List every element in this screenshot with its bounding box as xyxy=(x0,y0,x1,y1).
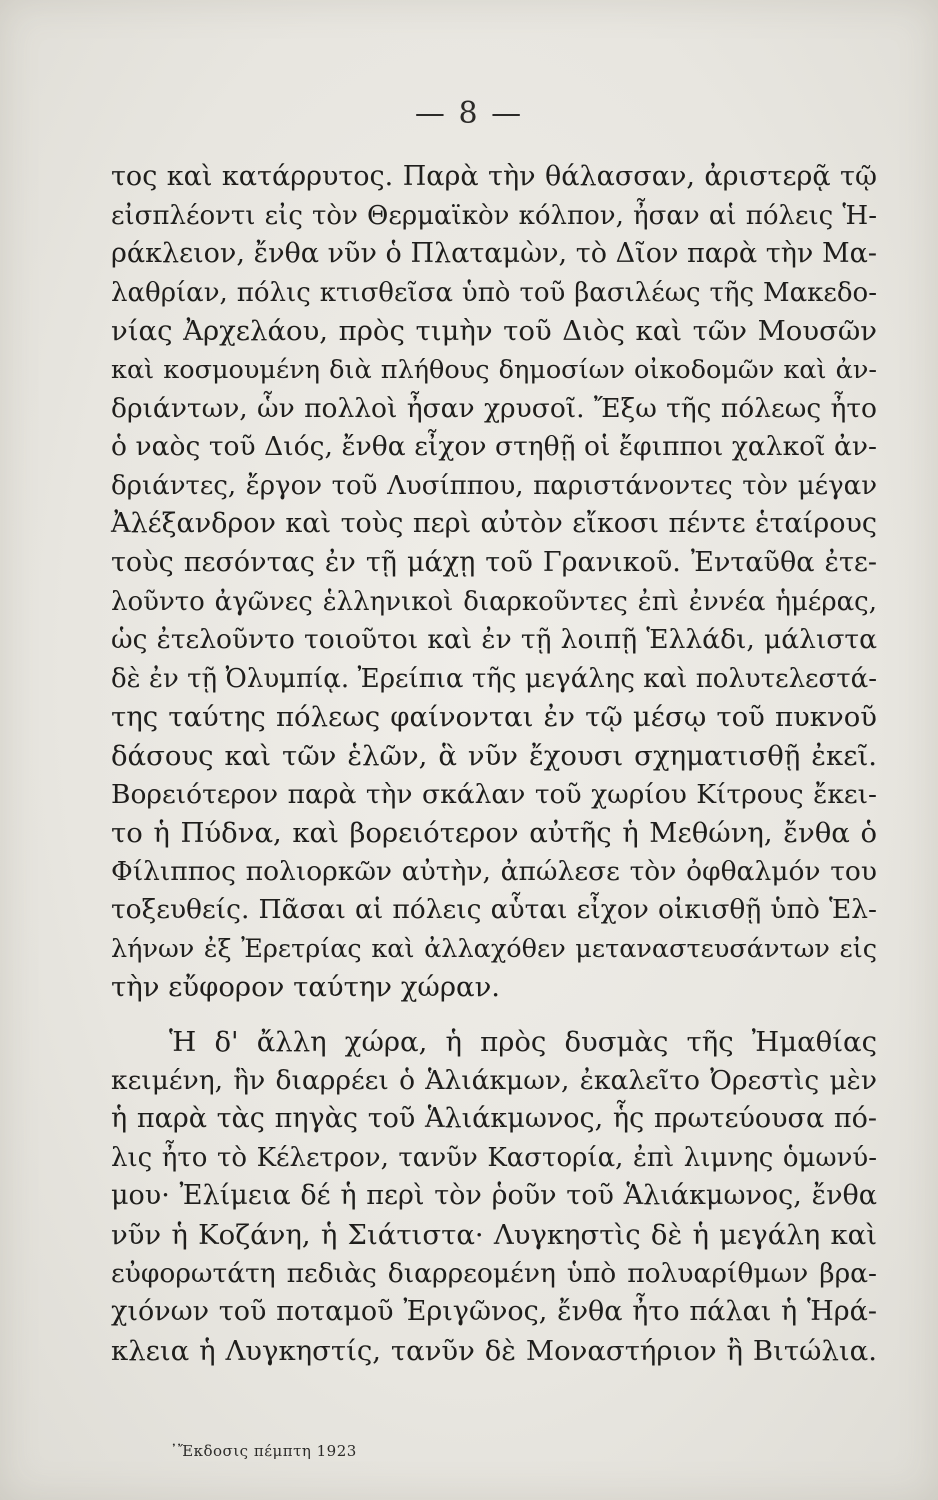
text-line: λαθρίαν, πόλις κτισθεῖσα ὑπὸ τοῦ βασιλέως τῆς Μακεδο- xyxy=(111,277,877,308)
text-line: τὴν εὔφορον ταύτην χώραν. xyxy=(111,971,501,1004)
text-line: ἡ παρὰ τὰς πηγὰς τοῦ Ἁλιάκμωνος, ἧς πρωτεύουσα πό- xyxy=(111,1103,877,1135)
edition-footnote: ᾿Ἔκδοσις πέμπτη 1923 xyxy=(170,1442,357,1460)
text-line: λοῦντο ἀγῶνες ἑλληνικοὶ διαρκοῦντες ἐπὶ ἐννέα ἡμέρας, xyxy=(111,586,877,617)
text-line: της ταύτης πόλεως φαίνονται ἐν τῷ μέσῳ τοῦ πυκνοῦ xyxy=(111,701,877,734)
body-text xyxy=(111,158,877,1370)
text-line: τος καὶ κατάρρυτος. Παρὰ τὴν θάλασσαν, ἀριστερᾷ τῷ xyxy=(111,161,877,192)
text-line: κειμένη, ἣν διαρρέει ὁ Ἁλιάκμων, ἐκαλεῖτο Ὀρεστὶς μὲν xyxy=(111,1064,877,1096)
paragraph-2 xyxy=(111,1023,877,1370)
text-line: Φίλιππος πολιορκῶν αὐτὴν, ἀπώλεσε τὸν ὀφθαλμόν του xyxy=(111,855,877,887)
text-line: δριάντων, ὧν πολλοὶ ἦσαν χρυσοῖ. Ἔξω τῆς πόλεως ἦτο xyxy=(111,392,877,424)
text-line: ράκλειον, ἔνθα νῦν ὁ Πλαταμὼν, τὸ Δῖον παρὰ τὴν Μα- xyxy=(111,238,877,270)
text-line: λήνων ἐξ Ἐρετρίας καὶ ἀλλαχόθεν μεταναστευσάντων εἰς xyxy=(111,933,877,964)
text-line: Ἀλέξανδρον καὶ τοὺς περὶ αὐτὸν εἴκοσι πέντε ἑταίρους xyxy=(111,508,877,540)
text-line: καὶ κοσμουμένη διὰ πλήθους δημοσίων οἰκοδομῶν καὶ ἀν- xyxy=(111,354,877,385)
text-line: μου· Ἐλίμεια δέ ἡ περὶ τὸν ῥοῦν τοῦ Ἁλιάκμωνος, ἔνθα xyxy=(111,1180,877,1212)
paragraph-1 xyxy=(111,158,877,1007)
text-line: ὡς ἐτελοῦντο τοιοῦτοι καὶ ἐν τῇ λοιπῇ Ἑλλάδι, μάλιστα xyxy=(111,624,877,656)
text-line: τοὺς πεσόντας ἐν τῇ μάχῃ τοῦ Γρανικοῦ. Ἐνταῦθα ἐτε- xyxy=(111,546,877,578)
text-line: ὁ ναὸς τοῦ Διός, ἔνθα εἶχον στηθῇ οἱ ἔφιπποι χαλκοῖ ἀν- xyxy=(111,431,877,463)
text-line: τοξευθείς. Πᾶσαι αἱ πόλεις αὗται εἶχον οἰκισθῇ ὑπὸ Ἑλ- xyxy=(111,894,877,926)
text-line: Βορειότερον παρὰ τὴν σκάλαν τοῦ χωρίου Κίτρους ἔκει- xyxy=(111,778,877,810)
text-line: δριάντες, ἔργον τοῦ Λυσίππου, παριστάνοντες τὸν μέγαν xyxy=(111,470,877,501)
text-line: νίας Ἀρχελάου, πρὸς τιμὴν τοῦ Διὸς καὶ τῶν Μουσῶν xyxy=(111,315,877,348)
text-line: εὐφορωτάτη πεδιὰς διαρρεομένη ὑπὸ πολυαρίθμων βρα- xyxy=(111,1257,877,1289)
text-line: το ἡ Πύδνα, καὶ βορειότερον αὐτῆς ἡ Μεθώνη, ἔνθα ὁ xyxy=(111,817,877,850)
text-line: λις ἦτο τὸ Κέλετρον, τανῦν Καστορία, ἐπὶ λιμνης ὁμωνύ- xyxy=(111,1142,877,1173)
text-line: νῦν ἡ Κοζάνη, ἡ Σιάτιστα· Λυγκηστὶς δὲ ἡ μεγάλη καὶ xyxy=(111,1219,877,1252)
text-line: δὲ ἐν τῇ Ὀλυμπίᾳ. Ἐρείπια τῆς μεγάλης καὶ πολυτελεστά- xyxy=(111,663,877,694)
text-line: κλεια ἡ Λυγκηστίς, τανῦν δὲ Μοναστήριον ἢ Βιτώλια. xyxy=(111,1334,877,1367)
page-number: — 8 — xyxy=(414,96,524,131)
paragraph-gap xyxy=(111,1007,877,1023)
text-line: χιόνων τοῦ ποταμοῦ Ἐριγῶνος, ἔνθα ἦτο πάλαι ἡ Ἡρά- xyxy=(111,1296,877,1328)
text-line: εἰσπλέοντι εἰς τὸν Θερμαϊκὸν κόλπον, ἦσαν αἱ πόλεις Ἡ- xyxy=(111,200,877,231)
text-line: δάσους καὶ τῶν ἑλῶν, ἃ νῦν ἔχουσι σχηματισθῇ ἐκεῖ. xyxy=(111,739,877,772)
text-line: Ἡ δ' ἄλλη χώρα, ἡ πρὸς δυσμὰς τῆς Ἠμαθίας xyxy=(169,1026,877,1059)
